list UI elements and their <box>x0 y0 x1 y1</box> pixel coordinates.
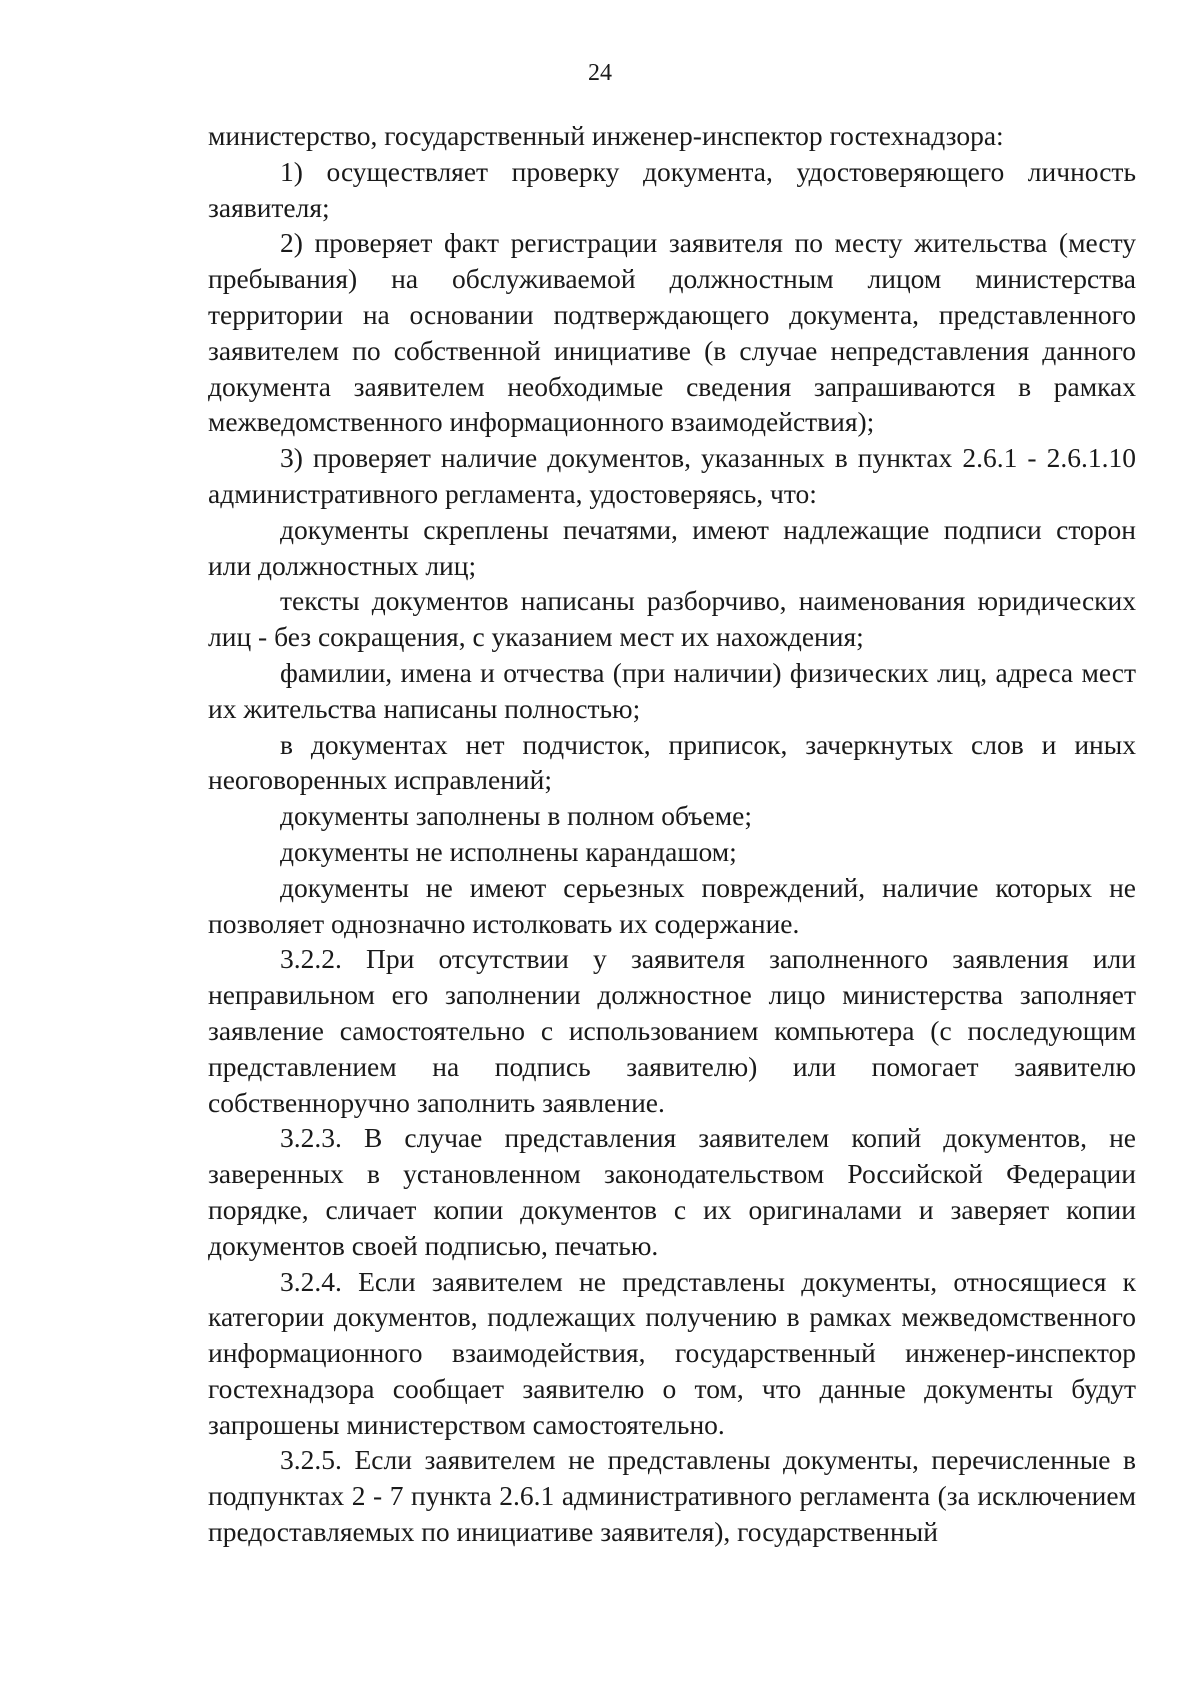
paragraph-3: 3) проверяет наличие документов, указанных в пунктах 2.6.1 - 2.6.1.10 административного регламента, удостоверяясь, что: <box>208 442 1136 509</box>
paragraph-0: министерство, государственный инженер-инспектор гостехнадзора: <box>208 120 1004 151</box>
paragraph-6: фамилии, имена и отчества (при наличии) физических лиц, адреса мест их жительства написаны полностью; <box>208 656 1136 724</box>
paragraph-4: документы скреплены печатями, имеют надлежащие подписи сторон или должностных лиц; <box>208 513 1136 581</box>
paragraph-13: 3.2.4. Если заявителем не представлены документы, относящиеся к категории документов, подлежащих получению в рамках межведомственного информационного взаимодействия, государственный инженер-инспектор гостехнадзора сообщает заявителю о том, что данные документы будут запрошены министерством самостоятельно. <box>208 1265 1136 1440</box>
paragraph-5: тексты документов написаны разборчиво, наименования юридических лиц - без сокращения, с указанием мест их нахождения; <box>208 585 1136 653</box>
paragraph-8: документы заполнены в полном объеме; <box>280 800 752 832</box>
paragraph-7: в документах нет подчисток, приписок, зачеркнутых слов и иных неоговоренных исправлений; <box>208 728 1136 796</box>
page-number: 24 <box>588 60 612 86</box>
paragraph-10: документы не имеют серьезных повреждений, наличие которых не позволяет однозначно истолковать их содержание. <box>208 871 1136 939</box>
paragraph-11: 3.2.2. При отсутствии у заявителя заполненного заявления или неправильном его заполнении должностное лицо министерства заполняет заявление самостоятельно с использованием компьютера (с последующим представлением на подпись заявителю) или помогает заявителю собственноручно заполнить заявление. <box>208 943 1136 1118</box>
paragraph-12: 3.2.3. В случае представления заявителем копий документов, не заверенных в установленном законодательством Российской Федерации порядке, сличает копии документов с их оригиналами и заверяет копии документов своей подписью, печатью. <box>208 1122 1136 1261</box>
paragraph-14: 3.2.5. Если заявителем не представлены документы, перечисленные в подпунктах 2 - 7 пункта 2.6.1 административного регламента (за исключением предоставляемых по инициативе заявителя), государственный <box>208 1444 1136 1548</box>
paragraph-2: 2) проверяет факт регистрации заявителя по месту жительства (месту пребывания) на обслуживаемой должностным лицом министерства территории на основании подтверждающего документа, представленного заявителем по собственной инициативе (в случае непредставления данного документа заявителем необходимые сведения запрашиваются в рамках межведомственного информационного взаимодействия); <box>208 227 1136 438</box>
paragraph-1: 1) осуществляет проверку документа, удостоверяющего личность заявителя; <box>208 155 1136 223</box>
document-body <box>208 118 1136 1550</box>
paragraph-9: документы не исполнены карандашом; <box>280 835 737 867</box>
